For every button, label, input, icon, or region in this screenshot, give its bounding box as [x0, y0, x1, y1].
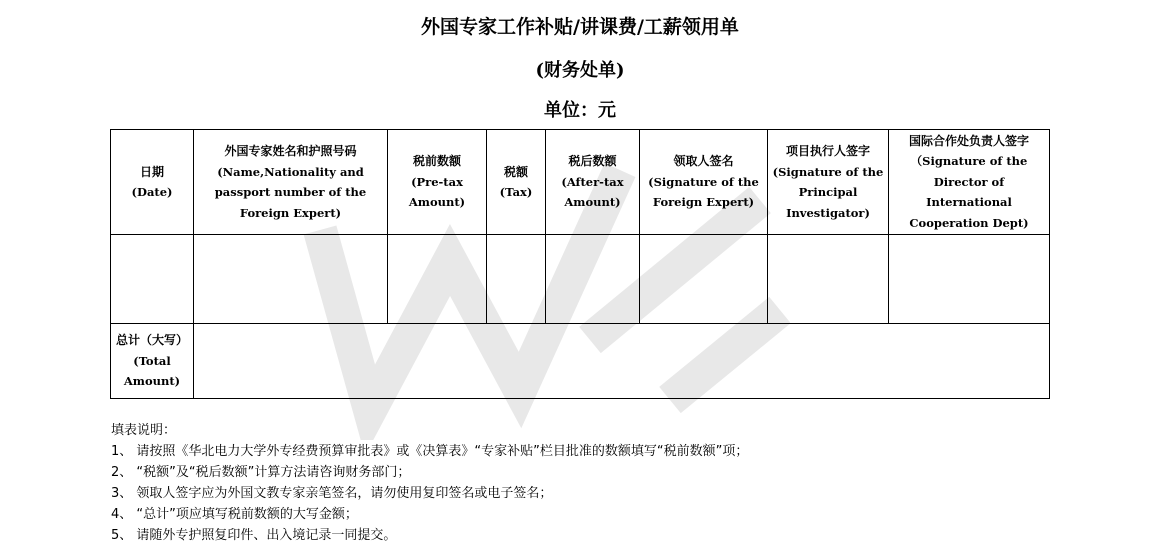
cell-aftertax[interactable] [546, 235, 640, 324]
instructions-heading: 填表说明： [111, 423, 177, 438]
cell-pi-signature[interactable] [768, 235, 889, 324]
cell-pretax[interactable] [388, 235, 487, 324]
col-tax: 税额 (Tax) [487, 130, 546, 235]
department-label: (财务处单) [535, 60, 625, 81]
entry-row [111, 235, 1050, 324]
col-pretax: 税前数额 (Pre-tax Amount) [388, 130, 487, 235]
col-date: 日期 (Date) [111, 130, 194, 235]
cell-director-signature[interactable] [889, 235, 1050, 324]
cell-tax[interactable] [487, 235, 546, 324]
instruction-item: 1、 请按照《华北电力大学外专经费预算审批表》或《决算表》“专家补贴”栏目批准的数额填写“税前数额”项； [111, 444, 749, 459]
cell-date[interactable] [111, 235, 194, 324]
col-pi-signature: 项目执行人签字 (Signature of the Principal Investigator) [768, 130, 889, 235]
col-name-passport: 外国专家姓名和护照号码 (Name,Nationality and passport number of the Foreign Expert) [194, 130, 388, 235]
total-label: 总计（大写） (Total Amount) [111, 324, 194, 399]
cell-total-amount[interactable] [194, 324, 1050, 399]
header-row [111, 130, 1050, 235]
unit-label: 单位：元 [544, 100, 616, 121]
instruction-item: 3、 领取人签字应为外国文教专家亲笔签名，请勿使用复印签名或电子签名； [111, 486, 553, 501]
form-title: 外国专家工作补贴/讲课费/工薪领用单 [421, 16, 739, 38]
col-director-signature: 国际合作处负责人签字 （Signature of the Director of International Cooperation Dept) [889, 130, 1050, 235]
col-aftertax: 税后数额 (After-tax Amount) [546, 130, 640, 235]
instruction-item: 5、 请随外专护照复印件、出入境记录一同提交。 [111, 528, 397, 543]
payment-form-table [110, 129, 1050, 399]
col-expert-signature: 领取人签名 (Signature of the Foreign Expert) [640, 130, 768, 235]
cell-expert-signature[interactable] [640, 235, 768, 324]
total-row [111, 324, 1050, 399]
instruction-item: 2、 “税额”及“税后数额”计算方法请咨询财务部门； [111, 465, 411, 480]
instruction-item: 4、 “总计”项应填写税前数额的大写金额； [111, 507, 358, 522]
cell-name-passport[interactable] [194, 235, 388, 324]
instructions [111, 420, 748, 546]
